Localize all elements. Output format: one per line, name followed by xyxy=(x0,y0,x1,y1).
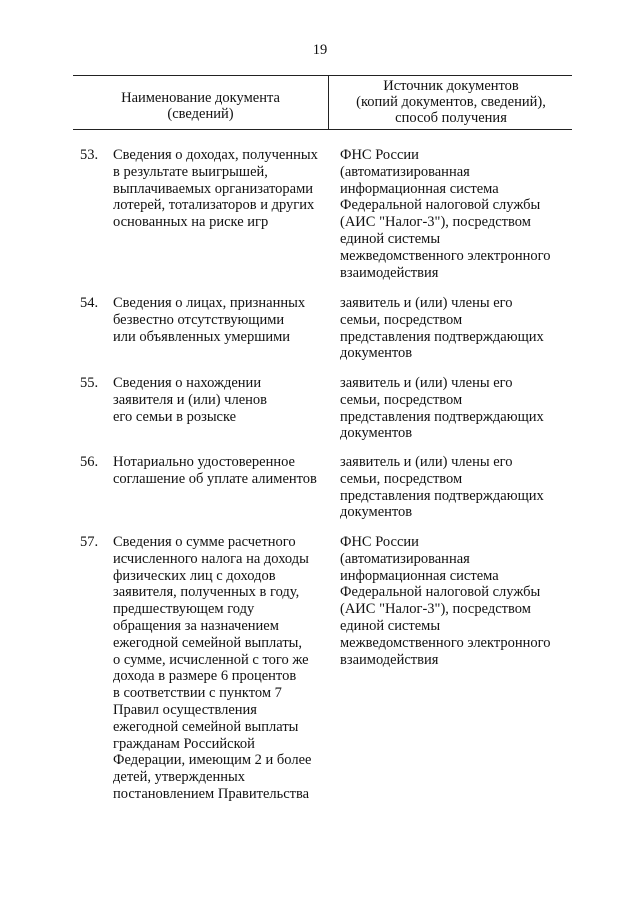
header-document-name: Наименование документа (сведений) xyxy=(121,90,280,122)
row-number: 56. xyxy=(80,454,99,470)
row-document-source: заявитель и (или) члены его семьи, посредством представления подтверждающих документов xyxy=(340,454,544,521)
page-number: 19 xyxy=(312,42,328,58)
row-number: 53. xyxy=(80,147,99,163)
row-document-name: Нотариально удостоверенное соглашение об уплате алиментов xyxy=(113,454,317,487)
header-document-source: Источник документов (копий документов, сведений), способ получения xyxy=(356,78,546,126)
row-document-name: Сведения о нахождении заявителя и (или) членов его семьи в розыске xyxy=(113,375,267,425)
table-top-rule xyxy=(73,75,572,76)
row-number: 54. xyxy=(80,295,99,311)
header-column-divider xyxy=(328,75,329,130)
row-document-source: заявитель и (или) члены его семьи, посредством представления подтверждающих документов xyxy=(340,375,544,442)
row-document-source: ФНС России (автоматизированная информационная система Федеральной налоговой службы (АИС "Налог-3"), посредством единой системы межведомственного электронного взаимодействия xyxy=(340,147,551,281)
row-document-name: Сведения о сумме расчетного исчисленного налога на доходы физических лиц с доходов заявителя, полученных в году, предшествующем году обращения за назначением ежегодной семейной выплаты, о сумме, исчисленной с того же дохода в размере 6 процентов в соответствии с пунктом 7 Правил осуществления ежегодной семейной выплаты гражданам Российской Федерации, имеющим 2 и более детей, утвержденных постановлением Правительства xyxy=(113,534,312,802)
row-document-name: Сведения о лицах, признанных безвестно отсутствующими или объявленных умершими xyxy=(113,295,306,345)
row-document-source: заявитель и (или) члены его семьи, посредством представления подтверждающих документов xyxy=(340,295,544,362)
row-document-name: Сведения о доходах, полученных в результате выигрышей, выплачиваемых организаторами лотерей, тотализаторов и других основанных на риске игр xyxy=(113,147,318,231)
row-number: 57. xyxy=(80,534,99,550)
row-number: 55. xyxy=(80,375,99,391)
header-bottom-rule xyxy=(73,129,572,130)
row-document-source: ФНС России (автоматизированная информационная система Федеральной налоговой службы (АИС "Налог-3"), посредством единой системы межведомственного электронного взаимодействия xyxy=(340,534,551,668)
